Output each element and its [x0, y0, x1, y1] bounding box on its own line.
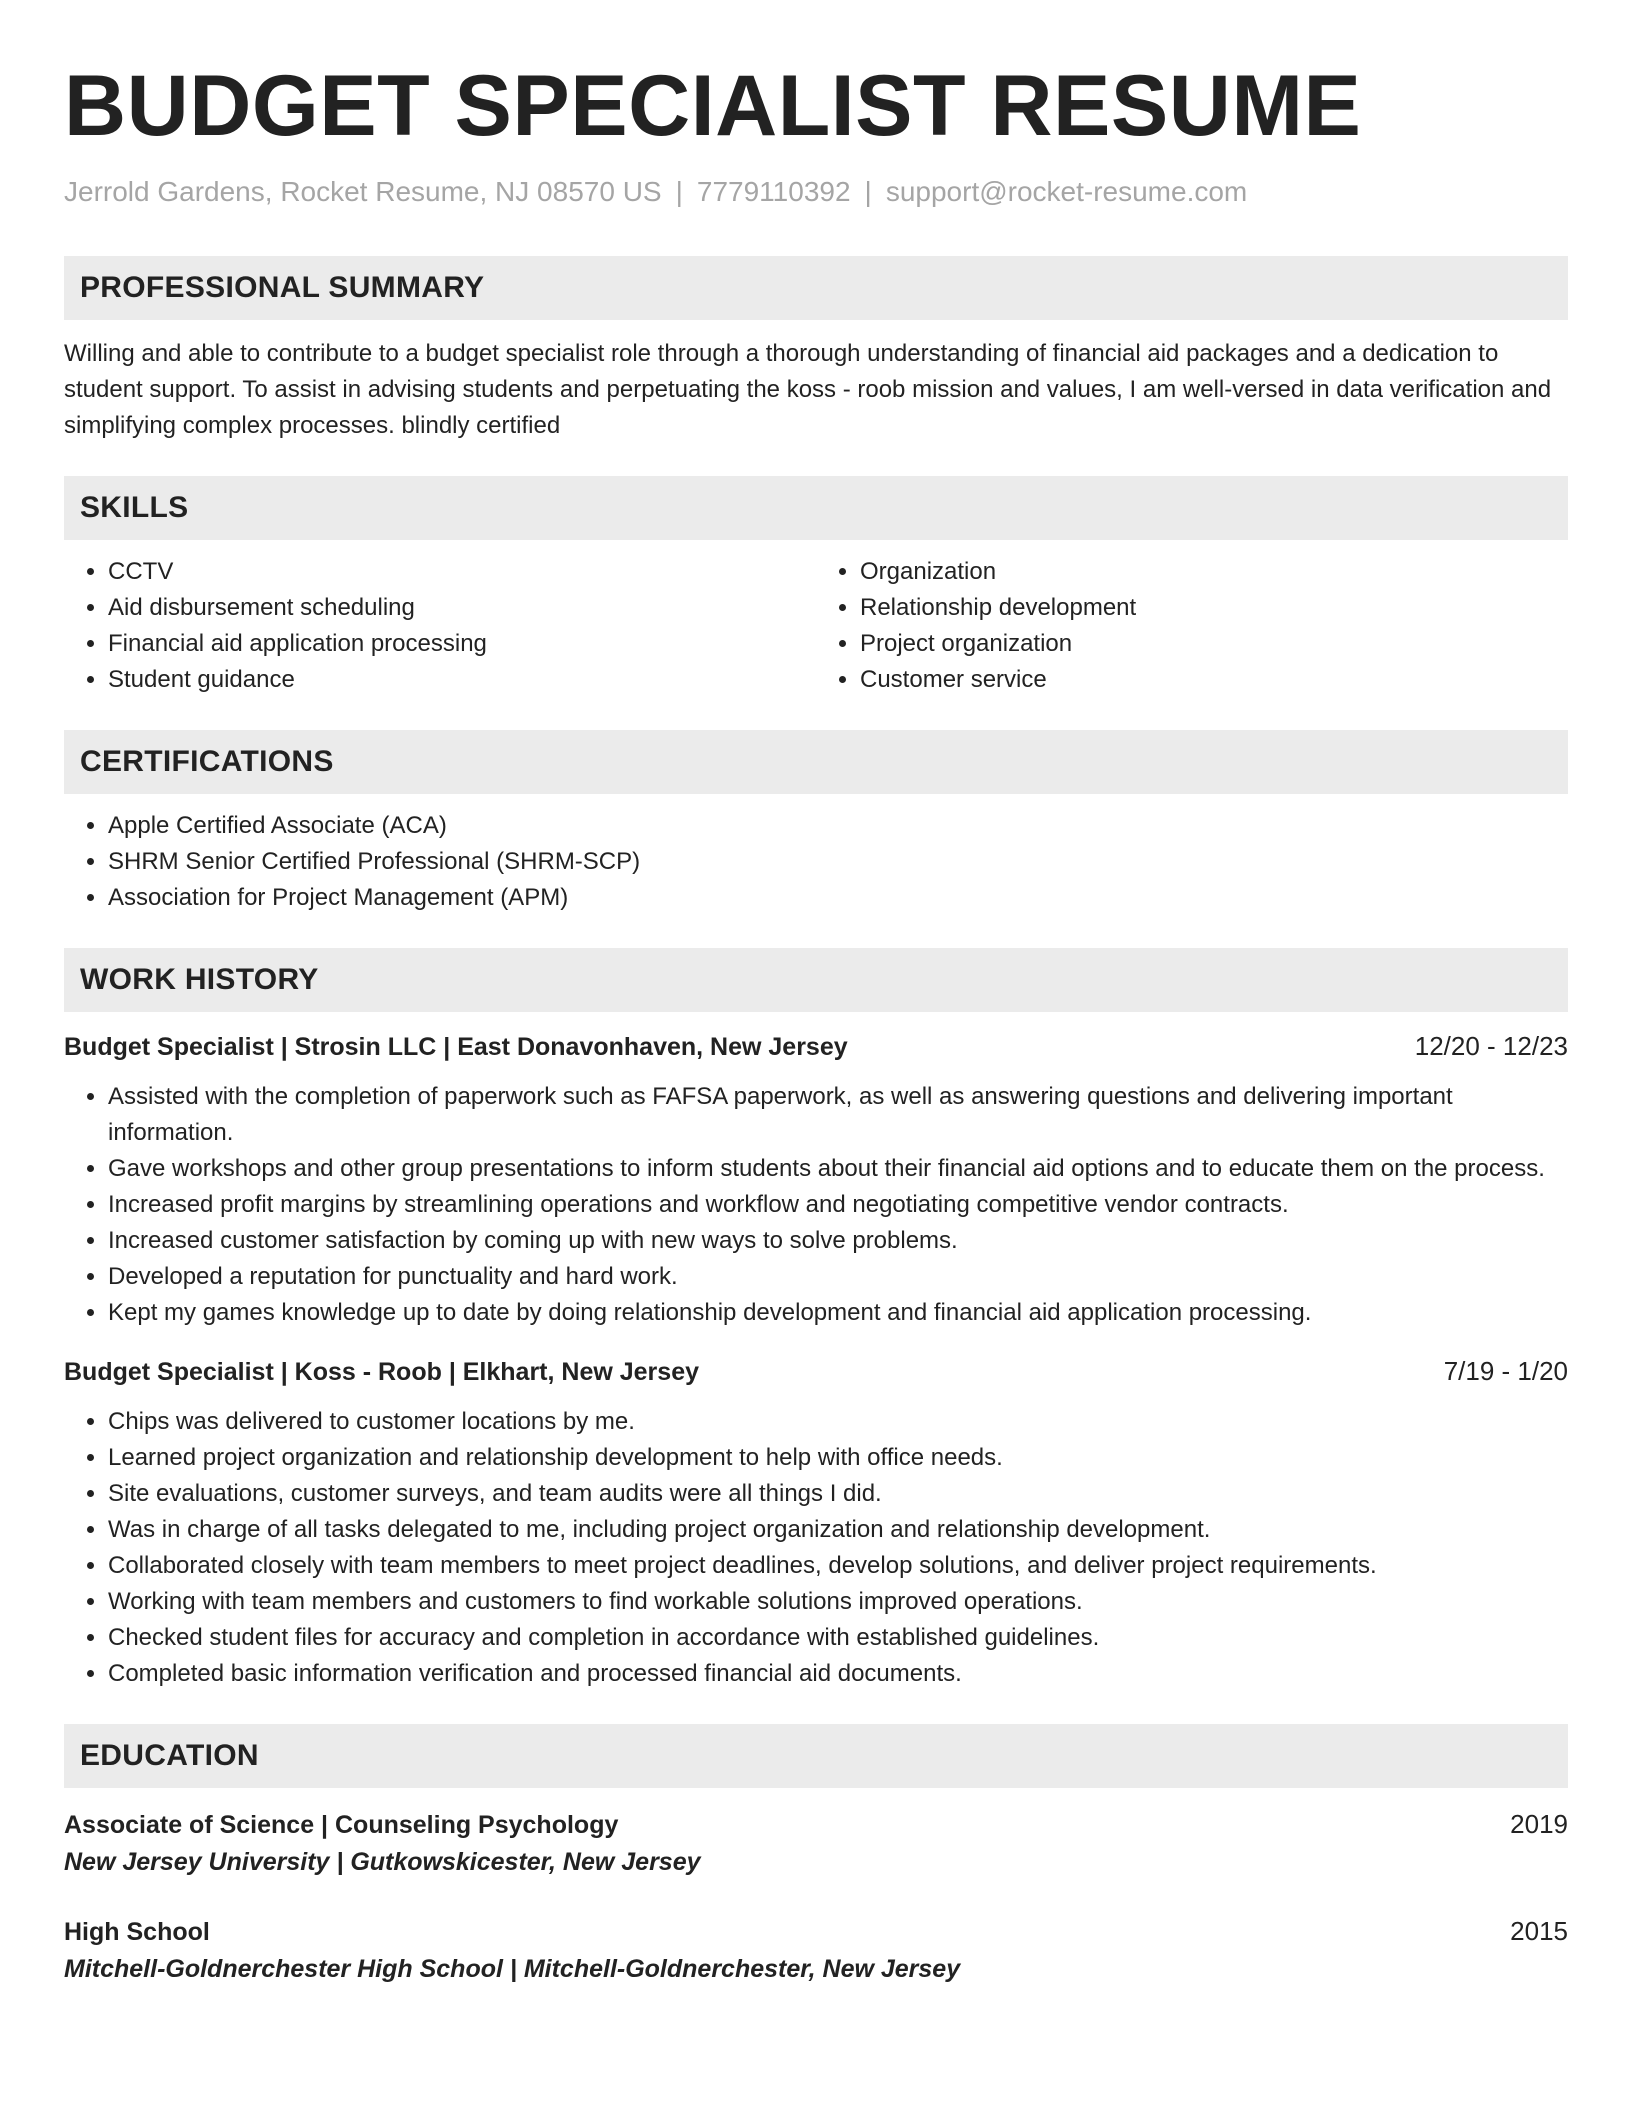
education-school: New Jersey University | Gutkowskicester, New Jersey [64, 1848, 701, 1876]
certification-item: • SHRM Senior Certified Professional (SHRM-SCP) [108, 844, 1568, 880]
section-header-summary: PROFESSIONAL SUMMARY [64, 256, 1568, 320]
section-header-skills: SKILLS [64, 476, 1568, 540]
job-bullet: • Assisted with the completion of paperwork such as FAFSA paperwork, as well as answering questions and delivering important information. [108, 1079, 1568, 1151]
skill-item: • Customer service [860, 662, 1568, 698]
contact-separator: | [864, 176, 872, 207]
job-bullets [64, 1079, 1568, 1331]
job-title: Budget Specialist | Koss - Roob | Elkhart, New Jersey [64, 1358, 699, 1386]
skill-item: • Aid disbursement scheduling [108, 590, 816, 626]
job-bullet: • Working with team members and customers to find workable solutions improved operations. [108, 1584, 1568, 1620]
job-bullet: • Collaborated closely with team members to meet project deadlines, develop solutions, and deliver project requirements. [108, 1548, 1568, 1584]
section-header-education: EDUCATION [64, 1724, 1568, 1788]
summary-text: Willing and able to contribute to a budget specialist role through a thorough understanding of financial aid packages and a dedication to student support. To assist in advising students and perpetuating the koss - roob mission and values, I am well-versed in data verification and simplifying complex processes. blindly certified [64, 340, 1552, 439]
job-entry [64, 1028, 1568, 1331]
certification-item: • Association for Project Management (APM) [108, 880, 1568, 916]
job-bullets [64, 1404, 1568, 1692]
skill-item: • CCTV [108, 554, 816, 590]
section-header-certifications: CERTIFICATIONS [64, 730, 1568, 794]
certifications-list [64, 808, 1568, 916]
contact-address: Jerrold Gardens, Rocket Resume, NJ 08570 US [64, 176, 662, 207]
job-bullet: • Was in charge of all tasks delegated to me, including project organization and relationship development. [108, 1512, 1568, 1548]
contact-separator: | [675, 176, 683, 207]
job-header [64, 1028, 1568, 1065]
resume-title: BUDGET SPECIALIST RESUME [64, 58, 1362, 154]
skill-item: • Student guidance [108, 662, 816, 698]
education-year: 2019 [1510, 1809, 1568, 1839]
job-header [64, 1353, 1568, 1390]
job-bullet: • Learned project organization and relationship development to help with office needs. [108, 1440, 1568, 1476]
job-dates: 7/19 - 1/20 [1443, 1356, 1568, 1386]
skill-item: • Financial aid application processing [108, 626, 816, 662]
contact-line [64, 174, 1568, 210]
section-header-work-history: WORK HISTORY [64, 948, 1568, 1012]
education-degree: Associate of Science | Counseling Psychology [64, 1811, 619, 1839]
certification-item: • Apple Certified Associate (ACA) [108, 808, 1568, 844]
education-year: 2015 [1510, 1916, 1568, 1946]
contact-email: support@rocket-resume.com [885, 176, 1248, 207]
education-header [64, 1913, 1568, 1950]
job-bullet: • Chips was delivered to customer locations by me. [108, 1404, 1568, 1440]
contact-phone: 7779110392 [696, 176, 851, 207]
job-bullet: • Developed a reputation for punctuality and hard work. [108, 1259, 1568, 1295]
job-bullet: • Gave workshops and other group presentations to inform students about their financial aid options and to educate them on the process. [108, 1151, 1568, 1187]
education-header [64, 1806, 1568, 1843]
job-title: Budget Specialist | Strosin LLC | East Donavonhaven, New Jersey [64, 1033, 848, 1061]
skill-item: • Project organization [860, 626, 1568, 662]
job-bullet: • Checked student files for accuracy and completion in accordance with established guidelines. [108, 1620, 1568, 1656]
job-entry [64, 1353, 1568, 1692]
skills-column-right [816, 554, 1568, 698]
job-bullet: • Completed basic information verification and processed financial aid documents. [108, 1656, 1568, 1692]
job-bullet: • Kept my games knowledge up to date by doing relationship development and financial aid application processing. [108, 1295, 1568, 1331]
education-entry [64, 1806, 1568, 1881]
education-school: Mitchell-Goldnerchester High School | Mitchell-Goldnerchester, New Jersey [64, 1955, 961, 1983]
job-bullet: • Increased profit margins by streamlining operations and workflow and negotiating competitive vendor contracts. [108, 1187, 1568, 1223]
education-degree: High School [64, 1918, 210, 1946]
education-entry [64, 1913, 1568, 1988]
job-bullet: • Site evaluations, customer surveys, and team audits were all things I did. [108, 1476, 1568, 1512]
skills-list [64, 540, 1568, 698]
skill-item: • Relationship development [860, 590, 1568, 626]
skills-column-left [64, 554, 816, 698]
skill-item: • Organization [860, 554, 1568, 590]
job-bullet: • Increased customer satisfaction by coming up with new ways to solve problems. [108, 1223, 1568, 1259]
job-dates: 12/20 - 12/23 [1414, 1031, 1568, 1061]
